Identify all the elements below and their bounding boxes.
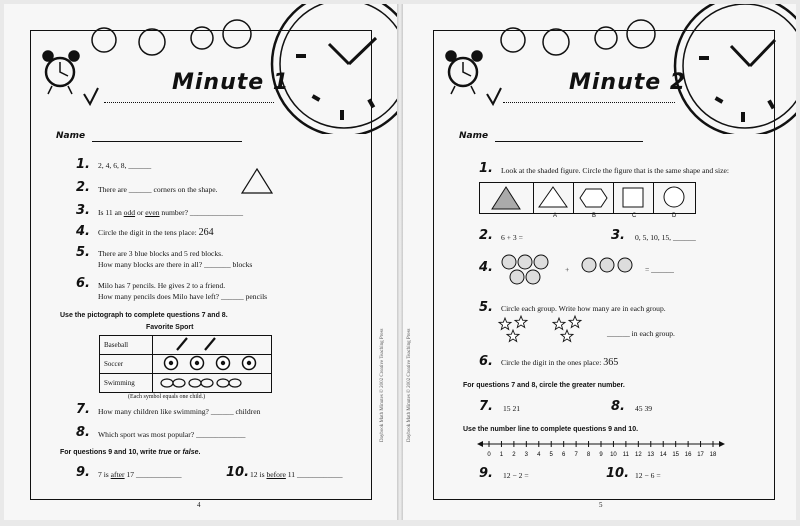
- q6-line2: How many pencils does Milo have left? ______ pencils: [98, 292, 268, 301]
- q5-line2: How many blocks are there in all? _______ blocks: [98, 260, 253, 269]
- choice-a[interactable]: [534, 183, 574, 213]
- row-label: Soccer: [100, 355, 153, 374]
- q5-line1: There are 3 blue blocks and 5 red blocks.: [98, 249, 224, 258]
- q4-answer: = ______: [645, 265, 674, 274]
- q10-text: 12 − 6 =: [635, 471, 661, 480]
- numberline-label: 0: [487, 452, 491, 458]
- q9-number: 9.: [479, 466, 493, 481]
- numberline-label: 4: [537, 452, 541, 458]
- pencil-icon: [177, 338, 215, 350]
- shaded-figure: [480, 183, 534, 213]
- numberline-label: 16: [684, 452, 692, 458]
- numberline-label: 17: [697, 452, 704, 458]
- q8-number: 8.: [76, 425, 90, 440]
- q8-text: Which sport was most popular? _____________: [98, 430, 246, 439]
- numberline-label: 5: [549, 452, 553, 458]
- numberline-label: 11: [622, 452, 630, 458]
- coin-icon: [582, 258, 632, 272]
- q7-text: How many children like swimming? ______ children: [98, 407, 261, 416]
- name-label: Name: [56, 131, 86, 141]
- numberline-label: 6: [561, 452, 566, 458]
- shape-choices: [479, 182, 696, 214]
- choice-c[interactable]: [614, 183, 654, 213]
- numberline-instruction: Use the number line to complete questions 9 and 10.: [463, 426, 639, 433]
- q5-text: Circle each group. Write how many are in each group.: [501, 304, 666, 313]
- q4-number: 4.: [76, 224, 90, 239]
- star-groups: [497, 314, 597, 344]
- page-title: Minute 1: [172, 70, 290, 95]
- pictograph-note: (Each symbol equals one child.): [128, 394, 206, 400]
- triangle-shape: [240, 167, 274, 195]
- q9-text: 7 is after 17 ____________: [98, 470, 182, 479]
- q2-text: 6 + 3 =: [501, 233, 523, 242]
- true-false-instruction: For questions 9 and 10, write true or false.: [60, 449, 201, 456]
- q5-number: 5.: [76, 245, 90, 260]
- side-copyright: Daybook Math Minutes © 2002 Creative Teaching Press: [407, 328, 412, 442]
- pictograph-table: [99, 335, 272, 393]
- q7-number: 7.: [76, 402, 90, 417]
- compare-instruction: For questions 7 and 8, circle the greater number.: [463, 382, 625, 389]
- q4-plus: +: [565, 265, 570, 274]
- table-row: [100, 336, 272, 355]
- numberline-label: 15: [672, 452, 680, 458]
- page-number: 5: [599, 501, 603, 509]
- star-icon: [499, 316, 581, 342]
- choice-a-label: A: [553, 213, 558, 219]
- q7-number: 7.: [479, 399, 493, 414]
- number-line: [475, 436, 727, 458]
- numberline-label: 8: [586, 452, 591, 458]
- swim-goggles-icon: [161, 379, 241, 387]
- row-label: Baseball: [100, 336, 153, 355]
- q1-text: 2, 4, 6, 8, ______: [98, 161, 152, 170]
- table-row: [100, 355, 272, 374]
- q8-number: 8.: [611, 399, 625, 414]
- numberline-label: 7: [574, 452, 578, 458]
- choice-c-label: C: [632, 213, 637, 219]
- choice-b-label: B: [592, 213, 597, 219]
- left-page: [4, 4, 397, 520]
- q6-number: 6.: [479, 354, 493, 369]
- coin-group: [497, 252, 557, 288]
- q10-text: 12 is before 11 ____________: [250, 470, 343, 479]
- symbol-cell: [153, 374, 272, 393]
- numberline-label: 14: [659, 452, 667, 458]
- q5-answer: ______ in each group.: [607, 329, 675, 338]
- coin-group: [579, 256, 641, 276]
- numberline-label: 3: [524, 452, 529, 458]
- q10-number: 10.: [226, 465, 250, 480]
- numberline-label: 2: [512, 452, 516, 458]
- q10-number: 10.: [606, 466, 630, 481]
- numberline-label: 9: [599, 452, 603, 458]
- numberline-label: 13: [647, 452, 655, 458]
- q1-text: Look at the shaded figure. Circle the figure that is the same shape and size:: [501, 166, 729, 175]
- q4-text: Circle the digit in the tens place: 264: [98, 227, 214, 238]
- page-title: Minute 2: [569, 70, 687, 95]
- numberline-label: 18: [709, 452, 717, 458]
- right-page: [403, 4, 796, 520]
- choice-d-label: D: [672, 213, 677, 219]
- name-field[interactable]: [495, 141, 643, 142]
- choice-b[interactable]: [574, 183, 614, 213]
- q6-number: 6.: [76, 276, 90, 291]
- q7-text: 15 21: [503, 404, 521, 413]
- q8-text: 45 39: [635, 404, 653, 413]
- numberline-label: 10: [610, 452, 617, 458]
- numberline-label: 12: [634, 452, 642, 458]
- q1-number: 1.: [76, 157, 90, 172]
- side-copyright: Daybook Math Minutes © 2002 Creative Teaching Press: [380, 328, 385, 442]
- soccer-ball-icon: [165, 357, 256, 370]
- q4-number: 4.: [479, 260, 493, 275]
- q3-number: 3.: [76, 203, 90, 218]
- q9-text: 12 − 2 =: [503, 471, 529, 480]
- q9-number: 9.: [76, 465, 90, 480]
- q1-number: 1.: [479, 161, 493, 176]
- q2-number: 2.: [76, 180, 90, 195]
- table-row: [100, 374, 272, 393]
- symbol-cell: [153, 355, 272, 374]
- symbol-cell: [153, 336, 272, 355]
- page-number: 4: [197, 501, 201, 509]
- name-label: Name: [459, 131, 489, 141]
- q2-text: There are ______ corners on the shape.: [98, 185, 218, 194]
- title-underline: [503, 102, 675, 103]
- q3-number: 3.: [611, 228, 625, 243]
- q2-number: 2.: [479, 228, 493, 243]
- q6-text: Circle the digit in the ones place: 365: [501, 357, 619, 368]
- pictograph-title: Favorite Sport: [146, 324, 194, 331]
- q6-line1: Milo has 7 pencils. He gives 2 to a friend.: [98, 281, 226, 290]
- row-label: Swimming: [100, 374, 153, 393]
- q5-number: 5.: [479, 300, 493, 315]
- coin-icon: [502, 255, 548, 284]
- q3-text: Is 11 an odd or even number? ______________: [98, 208, 244, 217]
- pictograph-instruction: Use the pictograph to complete questions 7 and 8.: [60, 312, 228, 319]
- choice-d[interactable]: [654, 183, 694, 213]
- name-field[interactable]: [92, 141, 242, 142]
- q3-text: 0, 5, 10, 15, ______: [635, 233, 696, 242]
- numberline-label: 1: [499, 452, 504, 458]
- title-underline: [104, 102, 274, 103]
